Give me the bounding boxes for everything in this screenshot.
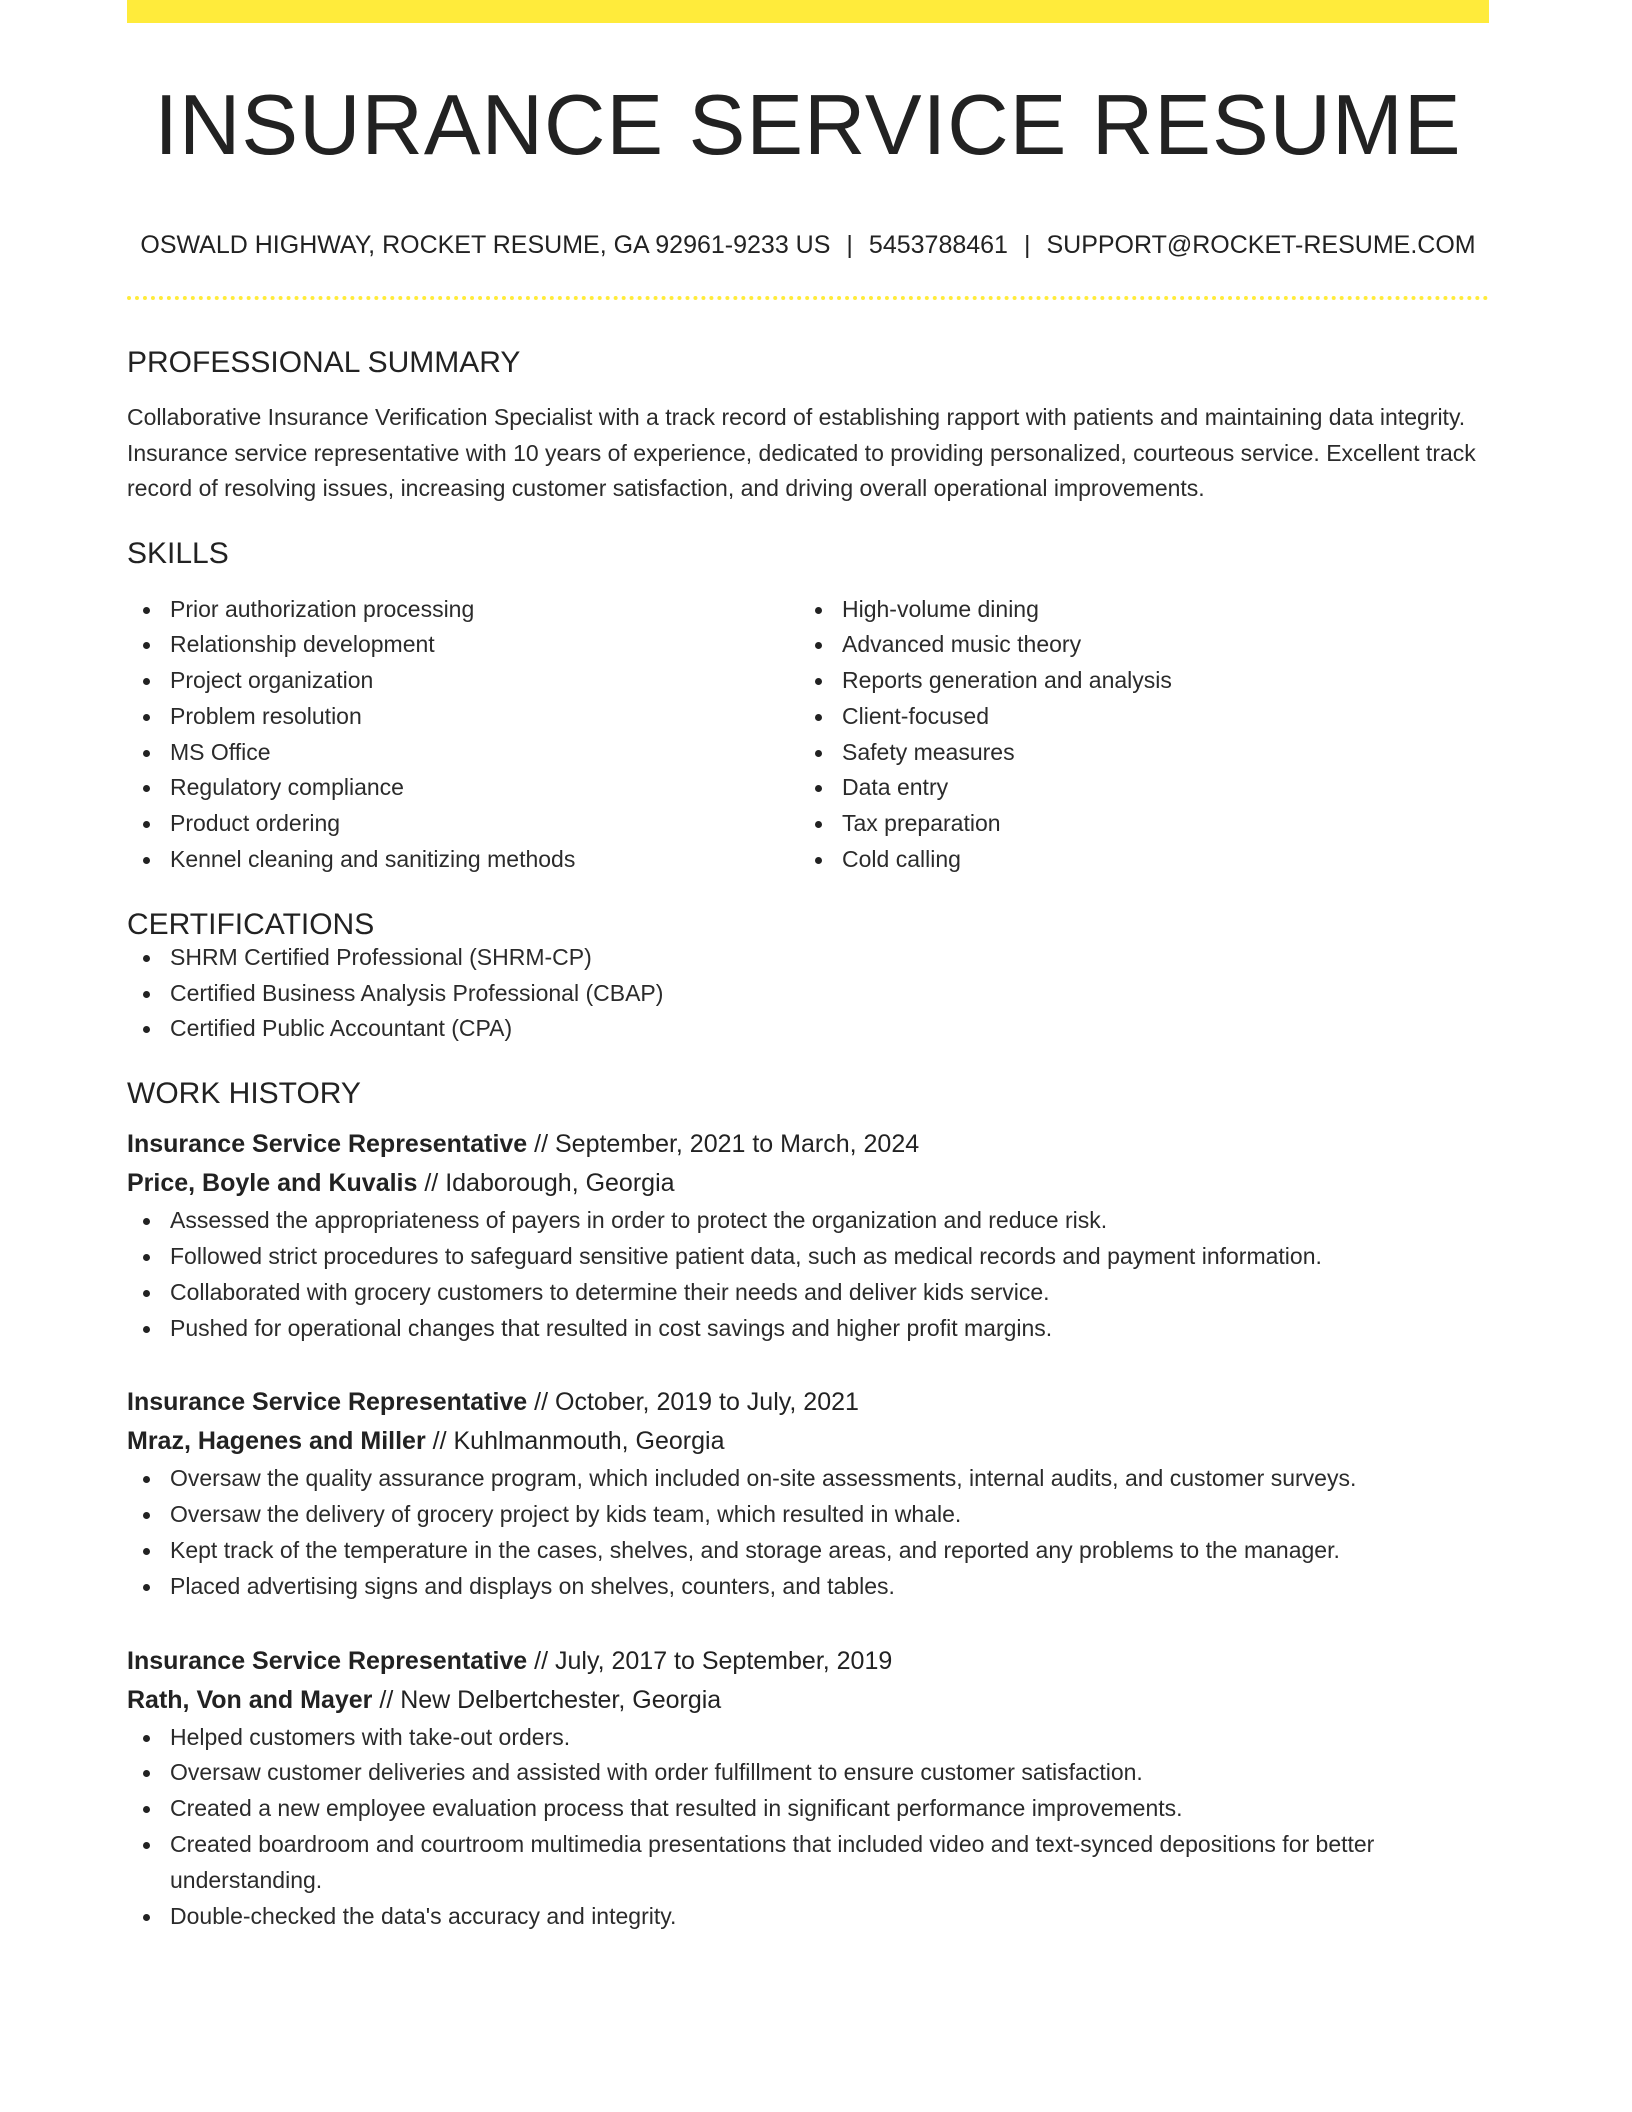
job-duty-item: Helped customers with take-out orders. <box>127 1720 1489 1756</box>
skill-item: Project organization <box>127 663 799 699</box>
skills-column-left <box>127 592 799 878</box>
dotted-divider <box>127 296 1489 300</box>
skills-column-right <box>799 592 1471 878</box>
job-duties-list <box>127 1461 1489 1604</box>
job-title-line <box>127 1125 1489 1164</box>
contact-phone: 5453788461 <box>868 231 1008 259</box>
skills-grid <box>127 592 1489 878</box>
skill-item: Relationship development <box>127 627 799 663</box>
skill-item: Client-focused <box>799 699 1471 735</box>
job-dates: // July, 2017 to September, 2019 <box>527 1646 893 1675</box>
job-location: // New Delbertchester, Georgia <box>372 1685 722 1714</box>
skill-item: Safety measures <box>799 735 1471 771</box>
job-duty-item: Double-checked the data's accuracy and integrity. <box>127 1899 1489 1935</box>
accent-top-bar <box>127 0 1489 23</box>
job-company-line <box>127 1422 1489 1461</box>
job-duty-item: Kept track of the temperature in the cases, shelves, and storage areas, and reported any problems to the manager. <box>127 1533 1489 1569</box>
summary-heading: PROFESSIONAL SUMMARY <box>127 346 521 379</box>
resume-page <box>127 0 1489 1934</box>
job-entry <box>127 1383 1489 1604</box>
skill-item: Regulatory compliance <box>127 770 799 806</box>
skill-item: Tax preparation <box>799 806 1471 842</box>
job-duty-item: Pushed for operational changes that resulted in cost savings and higher profit margins. <box>127 1311 1489 1347</box>
skill-item: Product ordering <box>127 806 799 842</box>
job-dates: // September, 2021 to March, 2024 <box>527 1130 920 1159</box>
job-duty-item: Assessed the appropriateness of payers in order to protect the organization and reduce risk. <box>127 1203 1489 1239</box>
skill-item: Problem resolution <box>127 699 799 735</box>
job-location: // Idaborough, Georgia <box>417 1169 675 1198</box>
job-company-line <box>127 1164 1489 1203</box>
job-duty-item: Oversaw customer deliveries and assisted with order fulfillment to ensure customer satisfaction. <box>127 1755 1489 1791</box>
contact-email: SUPPORT@ROCKET-RESUME.COM <box>1046 231 1476 259</box>
job-duty-item: Created boardroom and courtroom multimedia presentations that included video and text-synced depositions for better understanding. <box>127 1827 1489 1899</box>
certification-item: Certified Public Accountant (CPA) <box>127 1011 1489 1047</box>
skills-list-left <box>127 592 799 878</box>
job-title: Insurance Service Representative <box>127 1388 528 1417</box>
contact-line <box>127 233 1489 258</box>
contact-address: OSWALD HIGHWAY, ROCKET RESUME, GA 92961-9233 US <box>140 231 831 259</box>
job-dates: // October, 2019 to July, 2021 <box>527 1388 859 1417</box>
job-title-line <box>127 1642 1489 1681</box>
skill-item: High-volume dining <box>799 592 1471 628</box>
job-duty-item: Followed strict procedures to safeguard sensitive patient data, such as medical records and payment information. <box>127 1239 1489 1275</box>
job-title: Insurance Service Representative <box>127 1130 528 1159</box>
certifications-heading: CERTIFICATIONS <box>127 907 375 941</box>
job-company: Mraz, Hagenes and Miller <box>127 1427 426 1456</box>
work-history-heading: WORK HISTORY <box>127 1077 361 1111</box>
job-duty-item: Created a new employee evaluation process that resulted in significant performance improvements. <box>127 1791 1489 1827</box>
job-duty-item: Oversaw the quality assurance program, which included on-site assessments, internal audits, and customer surveys. <box>127 1461 1489 1497</box>
skill-item: Kennel cleaning and sanitizing methods <box>127 842 799 878</box>
job-company: Rath, Von and Mayer <box>127 1685 373 1714</box>
skills-heading: SKILLS <box>127 536 229 570</box>
contact-separator: | <box>846 231 853 259</box>
resume-title: INSURANCE SERVICE RESUME <box>154 78 1462 173</box>
job-location: // Kuhlmanmouth, Georgia <box>425 1427 725 1456</box>
job-company-line <box>127 1681 1489 1720</box>
certification-item: Certified Business Analysis Professional (CBAP) <box>127 976 1489 1012</box>
skill-item: Prior authorization processing <box>127 592 799 628</box>
job-duties-list <box>127 1720 1489 1935</box>
skill-item: MS Office <box>127 735 799 771</box>
job-duty-item: Placed advertising signs and displays on shelves, counters, and tables. <box>127 1569 1489 1605</box>
job-company: Price, Boyle and Kuvalis <box>127 1169 418 1198</box>
skill-item: Cold calling <box>799 842 1471 878</box>
contact-separator: | <box>1023 231 1031 259</box>
job-title: Insurance Service Representative <box>127 1646 528 1675</box>
certification-item: SHRM Certified Professional (SHRM-CP) <box>127 940 1489 976</box>
job-entry <box>127 1125 1489 1346</box>
skill-item: Reports generation and analysis <box>799 663 1471 699</box>
summary-text: Collaborative Insurance Verification Specialist with a track record of establishing rapport with patients and maintaining data integrity. Insurance service representative with 10 years of experience, dedicated to providing personalized, courteous service. Excellent track record of resolving issues, increasing customer satisfaction, and driving overall operational improvements. <box>127 404 1476 501</box>
job-title-line <box>127 1383 1489 1422</box>
job-duty-item: Collaborated with grocery customers to determine their needs and deliver kids service. <box>127 1275 1489 1311</box>
skill-item: Advanced music theory <box>799 627 1471 663</box>
skill-item: Data entry <box>799 770 1471 806</box>
certifications-list <box>127 940 1489 1047</box>
job-duties-list <box>127 1203 1489 1346</box>
job-entry <box>127 1642 1489 1935</box>
job-duty-item: Oversaw the delivery of grocery project by kids team, which resulted in whale. <box>127 1497 1489 1533</box>
skills-list-right <box>799 592 1471 878</box>
